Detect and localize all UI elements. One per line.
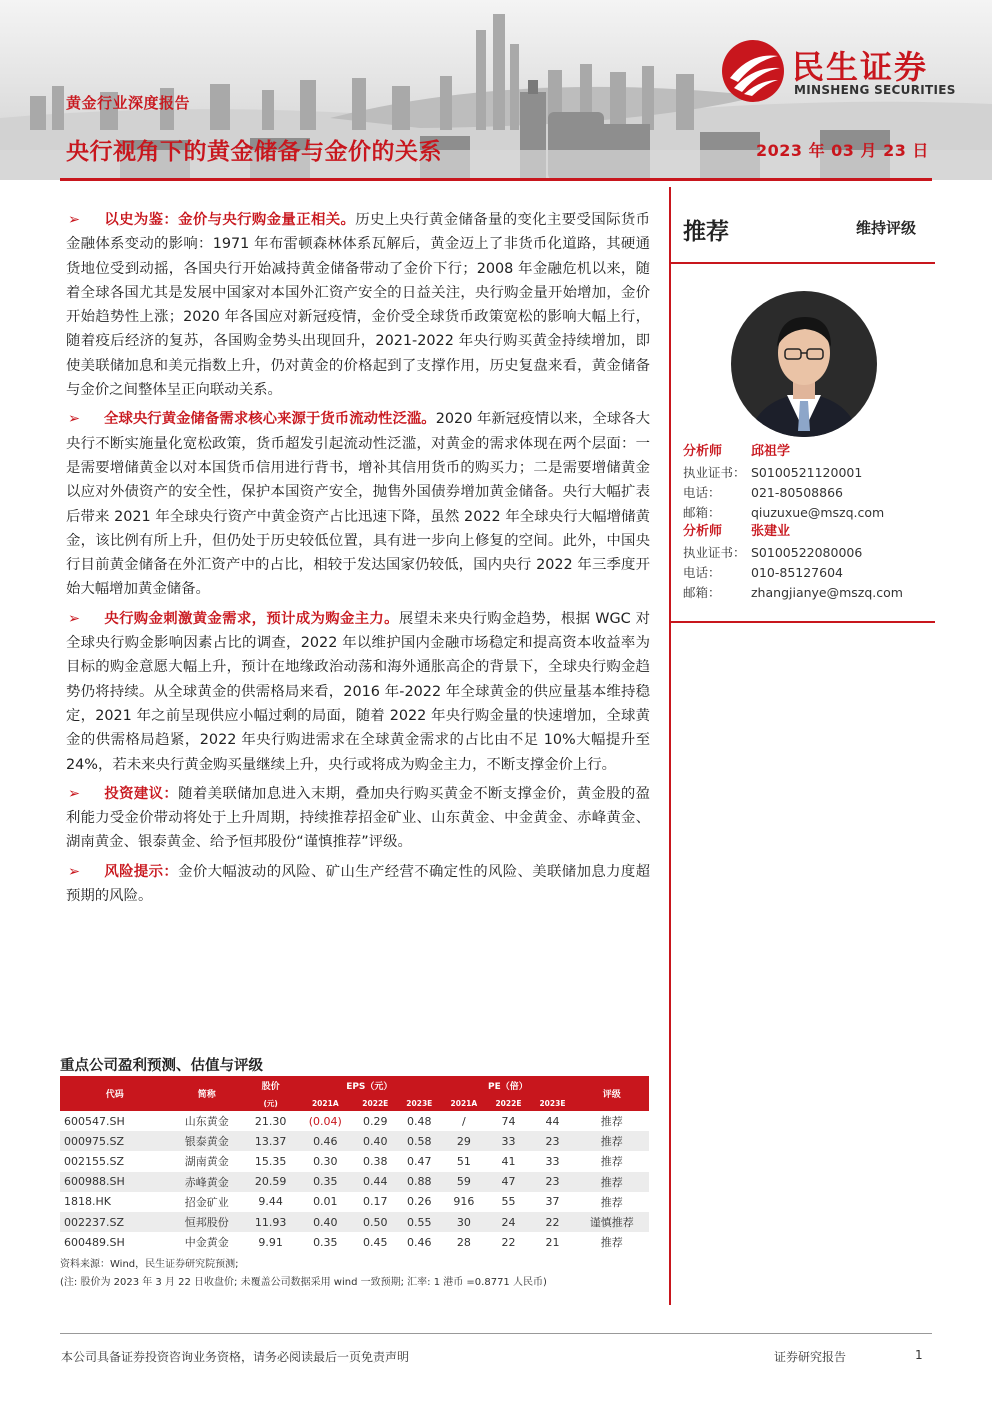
summary-paragraph [66, 407, 650, 601]
cell-eps: 0.44 [353, 1172, 397, 1192]
analyst-1 [683, 442, 790, 462]
table-note: (注: 股价为 2023 年 3 月 22 日收盘价; 未覆盖公司数据采用 wind 一致预期; 汇率: 1 港币 =0.8771 人民币) [60, 1277, 547, 1289]
cell-code: 000975.SZ [60, 1131, 170, 1151]
paragraph-highlight: 全球央行黄金储备需求核心来源于货币流动性泛滥。 [104, 411, 436, 428]
paragraph-text: 展望未来央行购金趋势，根据 WGC 对全球央行购金影响因素占比的调查，2022 年以维护国内金融市场稳定和提高资本收益率为目标的购金意愿大幅上升，预计在地缘政治动荡和海外通胀高企的背景下，全球央行购金趋势仍将持续。从全球黄金的供需格局来看，2016 年-2022 年全球黄金的供应量基本维持稳定，2021 年之前呈现供应小幅过剩的局面，随着 2022 年央行购金量的快速增加，全球黄金的供需格局趋紧，2022 年央行购进需求在全球黄金需求的占比由不足 10%大幅提升至 24%，若未来央行黄金购买量继续上升，央行或将成为购金主力，不断支撑金价上行。 [66, 610, 650, 773]
cell-eps: 0.55 [397, 1212, 441, 1232]
cell-code: 002237.SZ [60, 1212, 170, 1232]
header-year: 2022E [353, 1095, 397, 1111]
cell-name: 赤峰黄金 [170, 1172, 244, 1192]
paragraph-highlight: 风险提示： [104, 863, 179, 880]
cell-price: 9.91 [258, 1235, 283, 1249]
forecast-table [60, 1076, 649, 1252]
header-year: 2021A [297, 1095, 353, 1111]
cell-eps: 0.48 [407, 1114, 432, 1128]
cell-code: 1818.HK [64, 1195, 111, 1209]
cell-eps: 0.47 [407, 1154, 432, 1168]
footer-doc-type: 证券研究报告 [774, 1350, 847, 1364]
cell-eps: 0.45 [363, 1235, 388, 1249]
table-row [60, 1212, 649, 1232]
table-row [60, 1151, 649, 1171]
header-code: 代码 [60, 1076, 170, 1111]
cell-pe: 33 [486, 1131, 530, 1151]
cell-price: 9.44 [258, 1195, 283, 1209]
sidebar-divider [671, 262, 935, 264]
paragraph-highlight: 投资建议： [104, 785, 179, 802]
cell-rating: 推荐 [574, 1131, 649, 1151]
cell-name: 银泰黄金 [170, 1131, 244, 1151]
cell-price: 13.37 [244, 1131, 297, 1151]
cell-rating: 谨慎推荐 [574, 1212, 649, 1232]
analyst-title: 分析师 [683, 444, 723, 459]
cell-eps: 0.17 [363, 1195, 388, 1209]
table-row [60, 1172, 649, 1192]
cell-eps: 0.35 [297, 1172, 353, 1192]
cell-price: 20.59 [244, 1172, 297, 1192]
cell-code: 600547.SH [64, 1114, 125, 1128]
footer-disclaimer: 本公司具备证券投资咨询业务资格，请务必阅读最后一页免责声明 [61, 1350, 410, 1364]
cell-eps: 0.35 [313, 1235, 338, 1249]
page-number: 1 [915, 1348, 923, 1362]
cell-eps: 0.50 [353, 1212, 397, 1232]
header-pe: PE（倍） [441, 1076, 574, 1095]
cell-eps: 0.26 [407, 1195, 432, 1209]
cell-pe: 23 [530, 1131, 574, 1151]
cell-pe: / [462, 1114, 466, 1128]
cell-pe: 22 [530, 1212, 574, 1232]
sidebar-divider [671, 621, 935, 623]
cell-pe: 24 [486, 1212, 530, 1232]
cell-price: 11.93 [244, 1212, 297, 1232]
cell-name: 恒邦股份 [170, 1212, 244, 1232]
paragraph-highlight: 以史为鉴：金价与央行购金量正相关。 [104, 212, 356, 228]
header-price: 股价 [244, 1076, 297, 1095]
brand-name-cn: 民生证券 [792, 48, 929, 86]
cell-pe: 59 [441, 1172, 486, 1192]
cell-eps: 0.46 [297, 1131, 353, 1151]
cell-eps: 0.46 [407, 1235, 432, 1249]
cell-eps: 0.30 [313, 1154, 338, 1168]
analyst-title: 分析师 [683, 524, 723, 539]
triangle-right-icon: ➢ [68, 212, 81, 228]
brand-logo-group [720, 36, 970, 106]
paragraph-text: 随着美联储加息进入末期，叠加央行购买黄金不断支撑金价，黄金股的盈利能力受金价带动将处于上升周期，持续推荐招金矿业、山东黄金、中金黄金、赤峰黄金、湖南黄金、银泰黄金、给予恒邦股份“谨慎推荐”评级。 [66, 785, 650, 851]
cell-pe: 47 [486, 1172, 530, 1192]
cell-eps: 0.88 [397, 1172, 441, 1192]
header-rating: 评级 [574, 1076, 649, 1111]
cell-name: 山东黄金 [184, 1115, 229, 1129]
cell-pe: 29 [441, 1131, 486, 1151]
cell-pe: 74 [501, 1114, 516, 1128]
cell-name: 湖南黄金 [184, 1155, 229, 1169]
header-name: 简称 [170, 1076, 244, 1111]
paragraph-text: 历史上央行黄金储备量的变化主要受国际货币金融体系变动的影响：1971 年布雷顿森林体系瓦解后，黄金迈上了非货币化道路，其硬通货地位受到动摇，各国央行开始减持黄金储备带动了金价下行；2008 年金融危机以来，随着全球各国尤其是发展中国家对本国外汇资产安全的日益关注，央行购金量开始增加，金价开始趋势性上涨；2020 年各国应对新冠疫情，金价受全球货币政策宽松的影响大幅上行，随着疫后经济的复苏，各国购金势头出现回升，2021-2022 年央行购买黄金持续增加，即使美联储加息和美元指数上升，仍对黄金的价格起到了支撑作用，历史复盘来看，黄金储备与金价之间整体呈正向联动关系。 [66, 212, 650, 399]
summary-paragraph [66, 860, 650, 909]
cell-pe: 51 [456, 1154, 471, 1168]
table-title: 重点公司盈利预测、估值与评级 [60, 1058, 263, 1074]
analyst-avatar [731, 291, 877, 437]
cell-code: 600489.SH [64, 1235, 125, 1249]
header-year: 2022E [486, 1095, 530, 1111]
triangle-right-icon: ➢ [68, 863, 81, 880]
sidebar [669, 187, 933, 1305]
report-date: 2023 年 03 月 23 日 [756, 141, 929, 160]
cell-eps: 0.38 [363, 1154, 388, 1168]
table-row [60, 1111, 649, 1131]
header-year: 2021A [441, 1095, 486, 1111]
analyst-email: 邮箱： qiuzuxue@mszq.com [683, 505, 885, 520]
analyst-2 [683, 522, 790, 542]
cell-eps: 0.40 [353, 1131, 397, 1151]
analyst-name: 邱祖学 [751, 444, 791, 459]
cell-price: 21.30 [254, 1114, 287, 1128]
summary-paragraph [66, 782, 650, 855]
cell-rating: 推荐 [600, 1155, 623, 1169]
analyst-email: 邮箱： zhangjianye@mszq.com [683, 585, 903, 600]
triangle-right-icon: ➢ [68, 610, 81, 627]
triangle-right-icon: ➢ [68, 785, 81, 802]
paragraph-text: 2020 年新冠疫情以来，全球各大央行不断实施量化宽松政策，货币超发引起流动性泛滥，对黄金的需求体现在两个层面：一是需要增储黄金以对本国货币信用进行背书，增补其信用货币的购买力；二是需要增储黄金以应对外债资产的安全性，保护本国资产安全，抛售外国债券增加黄金储备。央行大幅扩表后带来 2021 年全球央行资产中黄金资产占比迅速下降，虽然 2022 年全球央行大幅增储黄金，该比例有所上升，但仍处于历史较低位置，具有进一步向上修复的空间。此外，中国央行目前黄金储备在外汇资产中的占比，相较于发达国家仍较低，国内央行 2022 年三季度开始大幅增加黄金储备。 [66, 411, 650, 598]
minsheng-logo-icon [720, 38, 786, 104]
cell-name: 中金黄金 [184, 1236, 229, 1250]
main-content [66, 208, 650, 913]
cell-name: 招金矿业 [184, 1195, 229, 1209]
cell-pe: 916 [453, 1195, 475, 1209]
cell-code: 600988.SH [60, 1172, 170, 1192]
header-divider [60, 178, 932, 181]
cell-pe: 41 [501, 1154, 516, 1168]
footer-divider [60, 1333, 932, 1334]
cell-price: 15.35 [254, 1154, 287, 1168]
cell-eps: 0.01 [313, 1195, 338, 1209]
brand-name-en: MINSHENG SECURITIES [794, 83, 956, 97]
cell-pe: 44 [545, 1114, 560, 1128]
analyst-phone: 电话： 010-85127604 [683, 565, 843, 580]
forecast-table-section [60, 1056, 650, 1292]
cell-code: 002155.SZ [64, 1154, 125, 1168]
cell-rating: 推荐 [574, 1172, 649, 1192]
paragraph-highlight: 央行购金刺激黄金需求，预计成为购金主力。 [104, 610, 399, 627]
cell-eps: (0.04) [308, 1114, 342, 1128]
summary-paragraph [66, 607, 650, 777]
analyst-license: 执业证书： S0100522080006 [683, 545, 863, 560]
cell-eps: 0.40 [297, 1212, 353, 1232]
cell-rating: 推荐 [600, 1115, 623, 1129]
table-row [60, 1192, 649, 1212]
cell-pe: 28 [456, 1235, 471, 1249]
table-source: 资料来源：Wind，民生证券研究院预测; [60, 1259, 239, 1271]
cell-pe: 23 [530, 1172, 574, 1192]
rating-label: 推荐 [683, 219, 729, 245]
cell-pe: 22 [501, 1235, 516, 1249]
analyst-phone: 电话： 021-80508866 [683, 485, 843, 500]
triangle-right-icon: ➢ [68, 411, 81, 428]
cell-rating: 推荐 [600, 1195, 623, 1209]
analyst-license: 执业证书： S0100521120001 [683, 465, 863, 480]
cell-pe: 55 [501, 1195, 516, 1209]
cell-pe: 33 [545, 1154, 560, 1168]
rating-status: 维持评级 [856, 219, 917, 237]
cell-eps: 0.58 [397, 1131, 441, 1151]
cell-pe: 37 [545, 1195, 560, 1209]
table-row [60, 1232, 649, 1252]
header-year: 2023E [530, 1095, 574, 1111]
header-eps: EPS（元） [297, 1076, 441, 1095]
header-price-unit: (元) [244, 1095, 297, 1111]
summary-paragraph [66, 208, 650, 402]
report-type: 黄金行业深度报告 [66, 94, 191, 112]
header-banner [0, 0, 992, 180]
table-row [60, 1131, 649, 1151]
cell-pe: 21 [545, 1235, 560, 1249]
analyst-name: 张建业 [751, 524, 791, 539]
paragraph-text: 金价大幅波动的风险、矿山生产经营不确定性的风险、美联储加息力度超预期的风险。 [66, 863, 650, 905]
report-title: 央行视角下的黄金储备与金价的关系 [66, 139, 442, 165]
cell-rating: 推荐 [600, 1236, 623, 1250]
header-year: 2023E [397, 1095, 441, 1111]
cell-eps: 0.29 [363, 1114, 388, 1128]
cell-pe: 30 [441, 1212, 486, 1232]
